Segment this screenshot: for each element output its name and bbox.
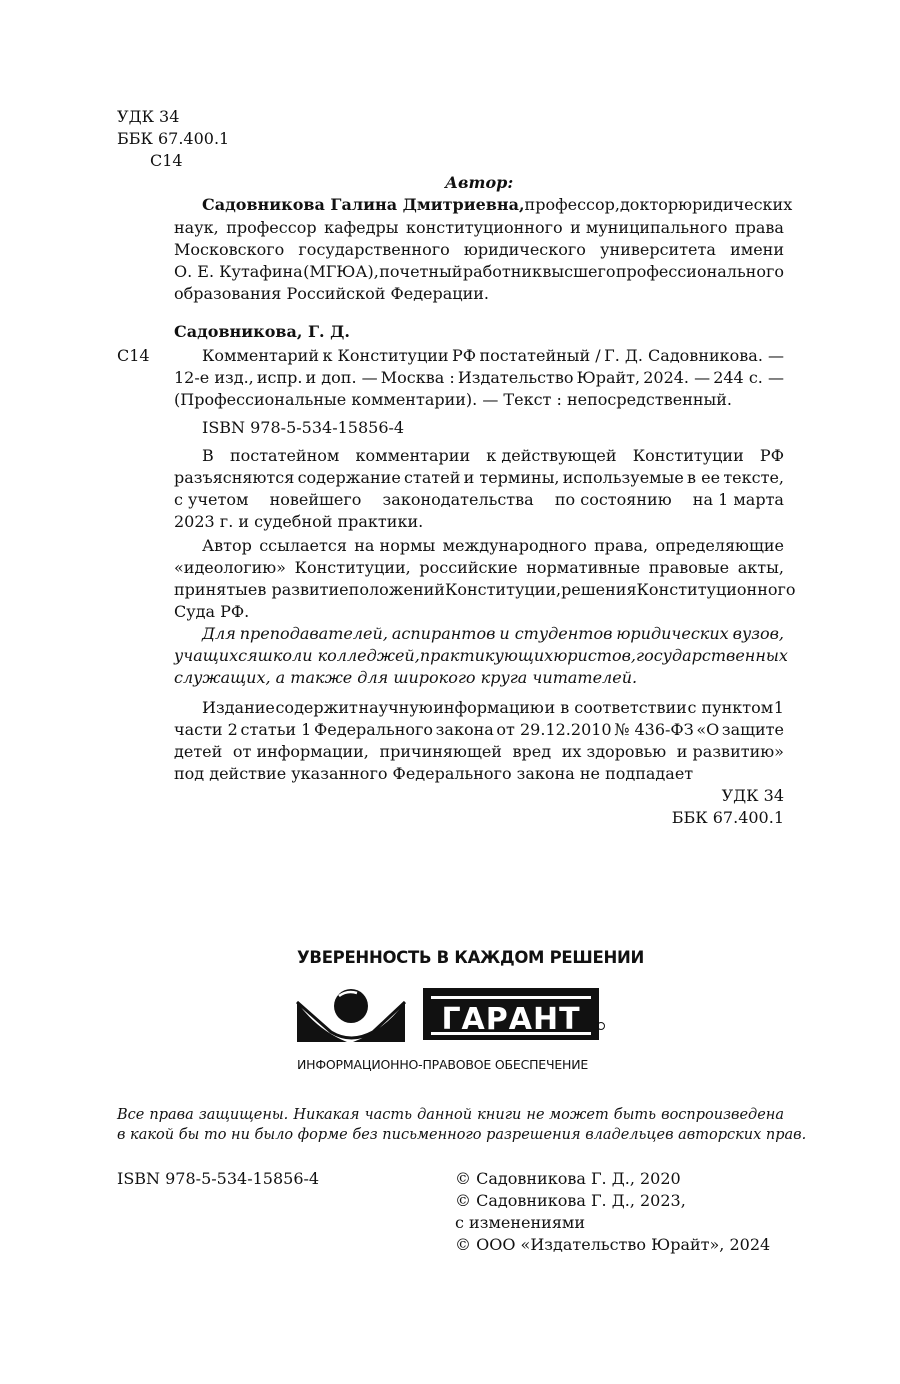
biblio-word: РФ xyxy=(452,346,477,365)
annotation-word: решения xyxy=(561,580,637,599)
annotation-word: Автор xyxy=(202,536,252,555)
rights-word: защищены. xyxy=(198,1107,289,1123)
author-word: работник xyxy=(462,262,543,281)
annotation-word: к действующей xyxy=(486,446,617,465)
annotation-word: Конституционного xyxy=(636,580,796,599)
audience-word: и колледжей, xyxy=(302,646,420,665)
annotation-word: РФ xyxy=(759,446,784,465)
biblio-word: 244 с. — xyxy=(713,368,784,387)
annotation-line xyxy=(202,536,784,555)
biblio-isbn: ISBN 978-5-534-15856-4 xyxy=(202,418,405,437)
annotation-word: акты, xyxy=(737,558,784,577)
audience-word: практикующих xyxy=(419,646,554,665)
annotation-word: Конституции, xyxy=(294,558,411,577)
author-word: профессор, xyxy=(524,195,620,214)
author-word: юридических xyxy=(678,195,793,214)
biblio-author-heading: Садовникова, Г. Д. xyxy=(174,322,350,341)
author-word: профессор xyxy=(226,218,317,237)
legal-line xyxy=(202,698,784,717)
audience-word: аспирантов xyxy=(391,624,496,643)
annotation-word: Конституции, xyxy=(444,580,562,599)
rights-word: Никакая xyxy=(293,1107,360,1123)
author-mark: С14 xyxy=(150,151,183,170)
author-word: университета xyxy=(600,240,716,259)
annotation-line xyxy=(202,446,784,465)
copyright-line: © Садовникова Г. Д., 2023, xyxy=(455,1191,686,1210)
biblio-word: Юрайт, xyxy=(576,368,641,387)
annotation-word: на 1 марта xyxy=(692,490,784,509)
rights-word: часть xyxy=(364,1107,413,1123)
legal-word: причиняющей xyxy=(379,742,502,761)
legal-word: Издание xyxy=(202,698,275,717)
annotation-word: и термины, xyxy=(463,468,560,487)
biblio-word: к Конституции xyxy=(322,346,449,365)
rights-word: не может xyxy=(526,1107,609,1123)
rights-line-last: в какой бы то ни было форме без письменного разрешения владельцев авторских прав. xyxy=(117,1127,807,1143)
annotation-word: тексте, xyxy=(723,468,784,487)
annotation-word: ссылается xyxy=(259,536,347,555)
annotation-line xyxy=(174,490,784,509)
copyright-line: с изменениями xyxy=(455,1213,586,1232)
annotation-line xyxy=(174,558,784,577)
legal-word: части 2 xyxy=(174,720,238,739)
biblio-word: 12-е изд., xyxy=(174,368,254,387)
annotation-word: в ее xyxy=(687,468,721,487)
author-word: наук, xyxy=(174,218,219,237)
garant-emblem-icon xyxy=(297,989,405,1042)
legal-word: их здоровью xyxy=(561,742,667,761)
legal-word: и развитию» xyxy=(676,742,784,761)
annotation-word: с учетом xyxy=(174,490,249,509)
annotation-word: правовые xyxy=(648,558,730,577)
legal-word: от 29.12.2010 xyxy=(496,720,612,739)
annotation-word: «идеологию» xyxy=(174,558,286,577)
annotation-line-last: Суда РФ. xyxy=(174,602,250,621)
udk-code-bottom: УДК 34 xyxy=(721,786,784,805)
author-heading: Автор: xyxy=(445,173,514,192)
legal-word: детей xyxy=(174,742,223,761)
biblio-word: 2024. — xyxy=(643,368,711,387)
author-word: юридического xyxy=(463,240,586,259)
annotation-word: определяющие xyxy=(655,536,784,555)
audience-word: Для xyxy=(202,624,236,643)
legal-word: Федерального xyxy=(313,720,434,739)
author-word: Московского xyxy=(174,240,285,259)
author-word: и муниципального xyxy=(570,218,728,237)
annotation-word: международного xyxy=(442,536,587,555)
audience-word: юридических xyxy=(616,624,729,643)
author-word: имени xyxy=(730,240,784,259)
author-line xyxy=(174,240,784,259)
rights-word: книги xyxy=(477,1107,522,1123)
annotation-word: новейшего xyxy=(269,490,362,509)
biblio-word: постатейный / xyxy=(479,346,601,365)
author-word: (МГЮА), xyxy=(303,262,379,281)
biblio-word: Г. Д. Садовникова. — xyxy=(604,346,784,365)
author-line xyxy=(174,262,784,281)
annotation-word: на нормы xyxy=(354,536,436,555)
legal-word: № 436-ФЗ xyxy=(614,720,694,739)
audience-word: школ xyxy=(257,646,303,665)
author-word: О. Е. Кутафина xyxy=(174,262,303,281)
annotation-word: российские xyxy=(419,558,518,577)
footer-isbn: ISBN 978-5-534-15856-4 xyxy=(117,1169,320,1188)
legal-word: от информации, xyxy=(232,742,369,761)
annotation-line xyxy=(174,468,784,487)
biblio-word: Москва : xyxy=(380,368,455,387)
biblio-word: испр. xyxy=(256,368,303,387)
audience-word: юристов, xyxy=(553,646,636,665)
biblio-mark: С14 xyxy=(117,346,150,365)
author-line-last: образования Российской Федерации. xyxy=(174,284,490,303)
legal-word: статьи 1 xyxy=(240,720,312,739)
garant-logo-text: ГАРАНТ xyxy=(441,1002,581,1037)
audience-word: учащихся xyxy=(174,646,258,665)
copyright-line: © ООО «Издательство Юрайт», 2024 xyxy=(455,1235,771,1254)
author-word: государственного xyxy=(298,240,450,259)
biblio-line-last: (Профессиональные комментарии). — Текст : непосредственный. xyxy=(174,390,732,409)
legal-word: защите xyxy=(721,720,784,739)
garant-wordmark xyxy=(423,988,599,1040)
author-word: конституционного xyxy=(405,218,563,237)
legal-word: информацию xyxy=(433,698,544,717)
annotation-word: разъясняются xyxy=(174,468,295,487)
legal-word: содержит xyxy=(275,698,358,717)
audience-word: преподавателей, xyxy=(239,624,388,643)
rights-word: воспроизведена xyxy=(661,1107,784,1123)
annotation-word: в развитие xyxy=(257,580,349,599)
annotation-word: статей xyxy=(404,468,461,487)
annotation-word: нормативные xyxy=(526,558,641,577)
bbk-code: ББК 67.400.1 xyxy=(117,129,230,148)
audience-line xyxy=(202,624,784,643)
legal-word: «О xyxy=(696,720,720,739)
audience-word: государственных xyxy=(636,646,788,665)
legal-word: 1 xyxy=(773,698,784,717)
udk-code: УДК 34 xyxy=(117,107,180,126)
rights-line xyxy=(117,1107,784,1123)
audience-line xyxy=(174,646,788,665)
rights-word: права xyxy=(149,1107,194,1123)
garant-logo xyxy=(295,984,605,1050)
audience-word: и студентов xyxy=(499,624,613,643)
legal-word: и в соответствии xyxy=(544,698,687,717)
annotation-line-last: 2023 г. и судебной практики. xyxy=(174,512,424,531)
author-word: кафедры xyxy=(324,218,399,237)
garant-tagline: ИНФОРМАЦИОННО-ПРАВОВОЕ ОБЕСПЕЧЕНИЕ xyxy=(297,1057,589,1072)
biblio-word: Издательство xyxy=(457,368,574,387)
author-line xyxy=(174,218,784,237)
legal-word: научную xyxy=(358,698,433,717)
rights-word: быть xyxy=(613,1107,657,1123)
annotation-word: принятые xyxy=(174,580,258,599)
annotation-word: комментарии xyxy=(355,446,471,465)
legal-word: вред xyxy=(512,742,552,761)
author-name: Садовникова Галина Дмитриевна, xyxy=(202,195,525,214)
biblio-word: и доп. — xyxy=(305,368,378,387)
annotation-word: по состоянию xyxy=(554,490,672,509)
rights-word: Все xyxy=(117,1107,145,1123)
author-word: доктор xyxy=(619,195,679,214)
legal-line xyxy=(174,742,784,761)
annotation-word: используемые xyxy=(562,468,684,487)
author-word: права xyxy=(734,218,784,237)
author-word: профессионального xyxy=(615,262,784,281)
annotation-word: В xyxy=(202,446,214,465)
garant-slogan: УВЕРЕННОСТЬ В КАЖДОМ РЕШЕНИИ xyxy=(297,948,644,967)
author-word: высшего xyxy=(542,262,616,281)
audience-word: вузов, xyxy=(732,624,784,643)
legal-word: с пунктом xyxy=(687,698,774,717)
legal-word: закона xyxy=(435,720,494,739)
audience-line-last: служащих, а также для широкого круга читателей. xyxy=(174,668,638,687)
annotation-line xyxy=(174,580,796,599)
annotation-word: положений xyxy=(348,580,445,599)
annotation-word: содержание xyxy=(297,468,401,487)
biblio-line xyxy=(202,346,784,365)
author-word: почетный xyxy=(379,262,463,281)
legal-line-last: под действие указанного Федерального закона не подпадает xyxy=(174,764,694,783)
annotation-word: постатейном xyxy=(229,446,340,465)
author-line xyxy=(202,195,793,214)
annotation-word: законодательства xyxy=(382,490,534,509)
biblio-line xyxy=(174,368,784,387)
legal-line xyxy=(174,720,784,739)
copyright-line: © Садовникова Г. Д., 2020 xyxy=(455,1169,681,1188)
bbk-code-bottom: ББК 67.400.1 xyxy=(671,808,784,827)
annotation-word: Конституции xyxy=(632,446,744,465)
rights-word: данной xyxy=(417,1107,473,1123)
annotation-word: права, xyxy=(594,536,649,555)
biblio-word: Комментарий xyxy=(202,346,319,365)
